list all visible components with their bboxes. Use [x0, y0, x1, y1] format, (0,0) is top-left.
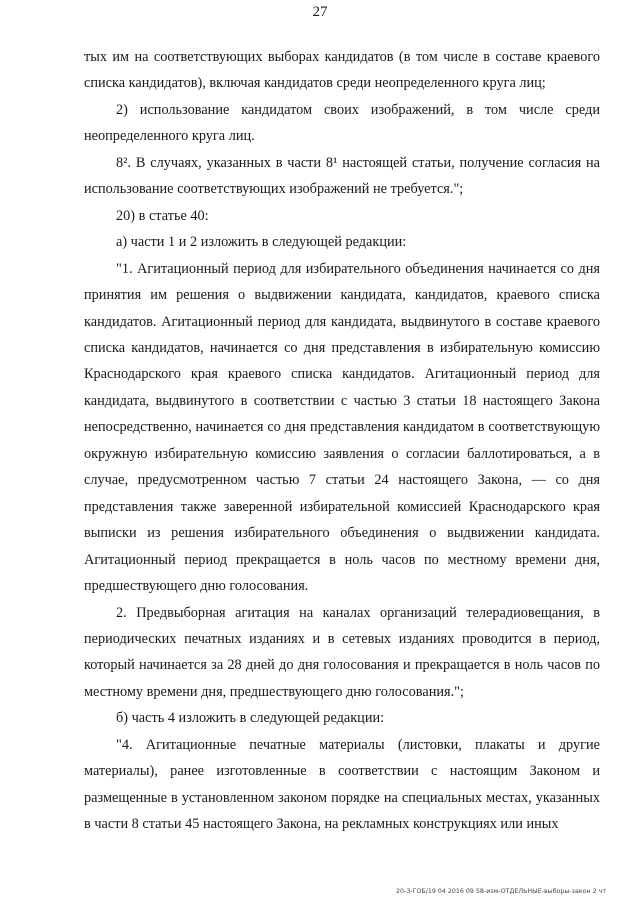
paragraph-item-20: 20) в статье 40:	[116, 207, 209, 224]
paragraph-continuation: тых им на соответствующих выборах кандидатов (в том числе в составе краевого списка кандидатов), включая кандидатов среди неопределенного круга лиц;	[84, 49, 600, 92]
document-body	[84, 44, 600, 838]
paragraph-part-2: 2. Предвыборная агитация на каналах организаций телерадиовещания, в периодических печатных изданиях и в сетевых изданиях проводится в период, который начинается за 28 дней до дня голосования и прекращается в ноль часов по местному времени дня, предшествующего дню голосования.";	[84, 604, 600, 700]
paragraph-part-4: "4. Агитационные печатные материалы (листовки, плакаты и другие материалы), ранее изготовленные в соответствии с настоящим Законом и размещенные в установленном законом порядке на специальных местах, указанных в части 8 статьи 45 настоящего Закона, на рекламных конструкциях или иных	[84, 736, 600, 833]
paragraph-part-8-2: 8². В случаях, указанных в части 8¹ настоящей статьи, получение согласия на использование соответствующих изображений не требуется.";	[84, 154, 600, 198]
page-number: 27	[312, 4, 328, 20]
paragraph-item-2: 2) использование кандидатом своих изображений, в том числе среди неопределенного круга лиц.	[84, 101, 600, 145]
paragraph-part-1: "1. Агитационный период для избирательного объединения начинается со дня принятия им решения о выдвижении кандидата, кандидатов, краевого списка кандидатов. Агитационный период для кандидата, выдвинутого в составе краевого списка кандидатов, начинается со дня представления в избирательную комиссию Краснодарского края краевого списка кандидатов. Агитационный период для кандидата, выдвинутого в соответствии с частью 3 статьи 18 настоящего Закона непосредственно, начинается со дня представления кандидатом в соответствующую окружную избирательную комиссию заявления о согласии баллотироваться, а в случае, предусмотренном частью 7 статьи 24 настоящего Закона, — со дня представления также заверенной избирательной комиссией Краснодарского края выписки из решения избирательного объединения о выдвижении кандидата. Агитационный период прекращается в ноль часов по местному времени дня, предшествующего дню голосования.	[84, 260, 600, 595]
paragraph-subitem-a: а) части 1 и 2 изложить в следующей редакции:	[116, 234, 407, 251]
footer-document-code: 20-3-ГОБ/19 04 2016 09 58-изм-ОТДЕЛЬНЫЕ-выборы-закон 2 чт	[396, 888, 606, 895]
paragraph-subitem-b: б) часть 4 изложить в следующей редакции:	[116, 710, 385, 727]
